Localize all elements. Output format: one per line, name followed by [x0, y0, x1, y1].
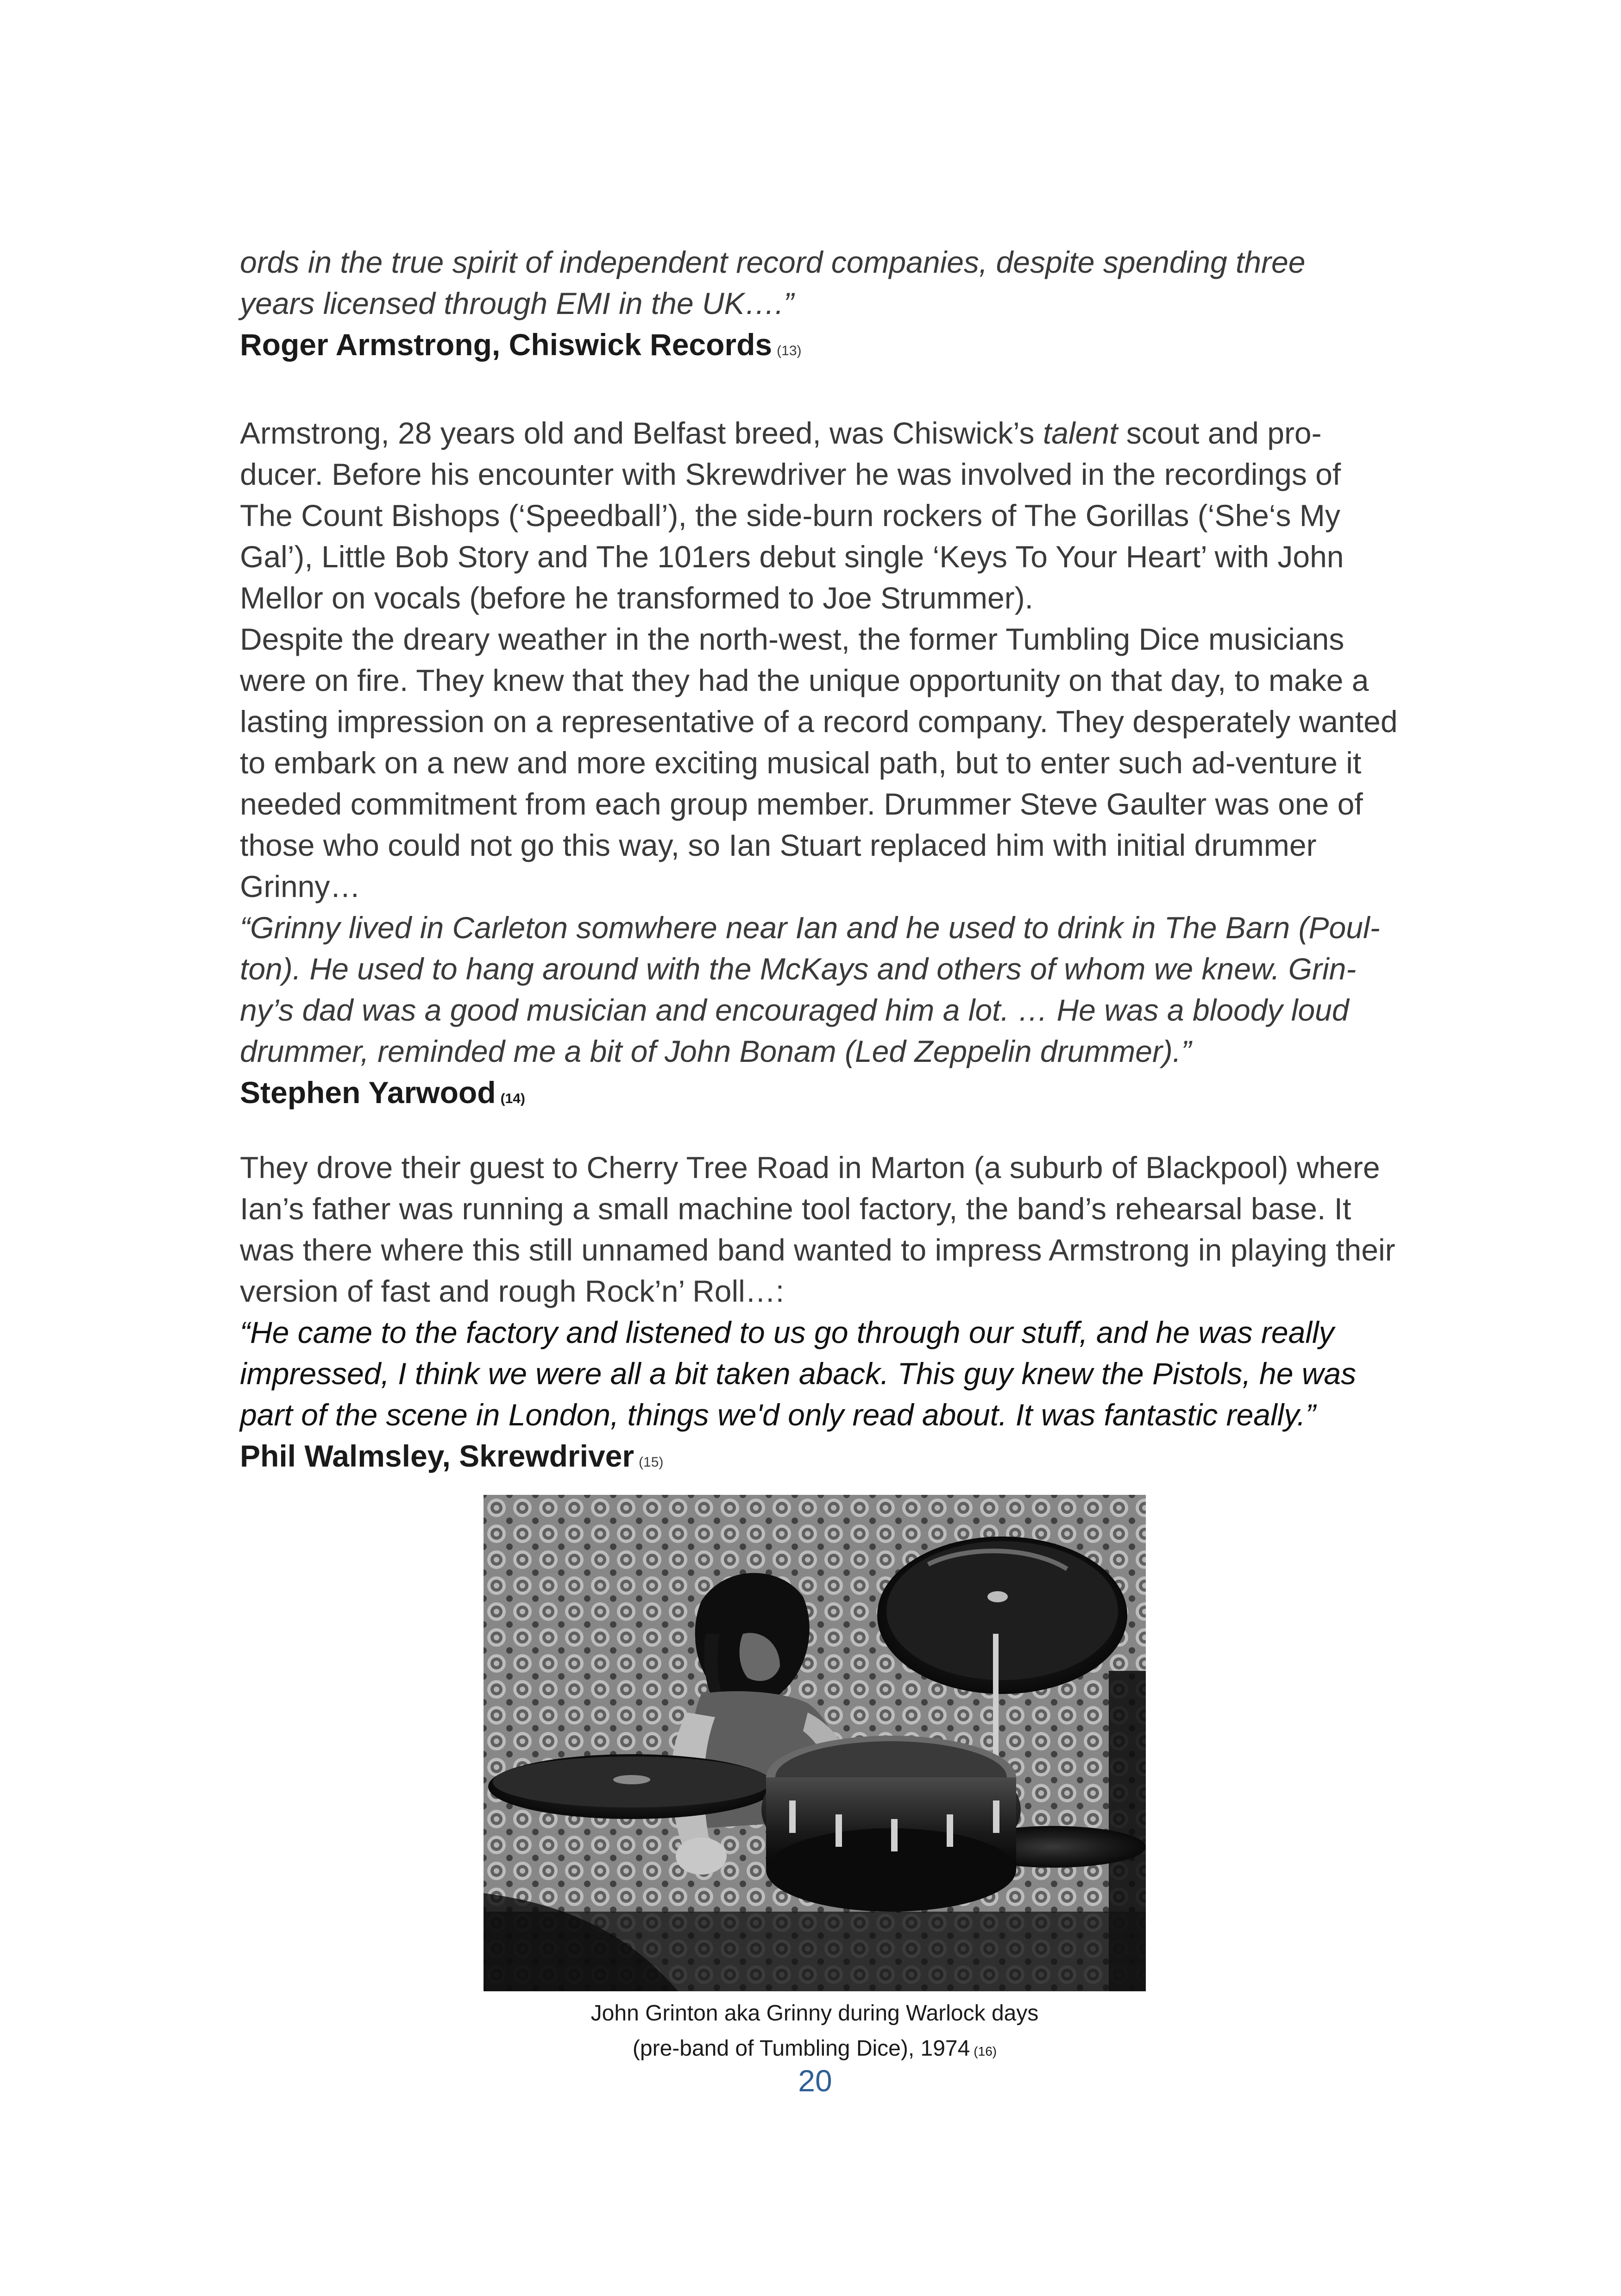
- quote-line: years licensed through EMI in the UK….”: [240, 286, 794, 320]
- body-text: [240, 242, 1398, 1483]
- quote-continuation: [240, 242, 1398, 324]
- page-number: 20: [798, 2064, 832, 2098]
- block-quote: “Grinny lived in Carleton somwhere near Ian and he used to drink in The Barn (Poul-ton). He used to hang around with the McKays and others of whom we knew. Grin-ny’s dad was a good musician and encouraged him a lot. … He was a bloody loud drummer, reminded me a bit of John Bonam (Led Zeppelin drummer).”: [240, 910, 1380, 1068]
- paragraph: Armstrong, 28 years old and Belfast breed, was Chiswick’s talent scout and pro-ducer. Before his encounter with Skrewdriver he was involved in the recordings of The Count Bishops (‘Speedball’), the side-burn rockers of The Gorillas (‘She‘s My Gal’), Little Bob Story and The 101ers debut single ‘Keys To Your Heart’ with John Mellor on vocals (before he transformed to Joe Strummer).: [240, 416, 1344, 615]
- quote-attribution: [240, 1072, 1398, 1119]
- quote-attribution: [240, 324, 1398, 371]
- footnote-ref: (13): [777, 343, 802, 358]
- caption-line: (pre-band of Tumbling Dice), 1974: [632, 2036, 970, 2061]
- footnote-ref: (16): [974, 2044, 997, 2058]
- emphasis: talent: [1043, 416, 1118, 450]
- block-quote: “He came to the factory and listened to us go through our stuff, and he was really impressed, I think we were all a bit taken aback. This guy knew the Pistols, he was part of the scene in London, things we'd only read about. It was fantastic really.”: [240, 1315, 1357, 1432]
- paragraph: Despite the dreary weather in the north-west, the former Tumbling Dice musicians were on fire. They knew that they had the unique opportunity on that day, to make a lasting impression on a representative of a record company. They desperately wanted to embark on a new and more exciting musical path, but to enter such ad-venture it needed commitment from each group member. Drummer Steve Gaulter was one of those who could not go this way, so Ian Stuart replaced him with initial drummer Grinny…: [240, 622, 1398, 903]
- quote-attribution: [240, 1436, 1398, 1483]
- attribution-name: Stephen Yarwood: [240, 1075, 496, 1110]
- footnote-ref: (15): [639, 1455, 664, 1470]
- attribution-name: Phil Walmsley, Skrewdriver: [240, 1439, 635, 1473]
- attribution-name: Roger Armstrong, Chiswick Records: [240, 327, 773, 362]
- caption-line: John Grinton aka Grinny during Warlock days: [591, 2001, 1039, 2026]
- quote-line: ords in the true spirit of independent record companies, despite spending three: [240, 245, 1306, 279]
- drummer-photo: [484, 1495, 1146, 1991]
- footnote-ref: (14): [500, 1091, 525, 1106]
- paragraph: They drove their guest to Cherry Tree Road in Marton (a suburb of Blackpool) where Ian’s father was running a small machine tool factory, the band’s rehearsal base. It was there where this still unnamed band wanted to impress Armstrong in playing their version of fast and rough Rock’n’ Roll…:: [240, 1150, 1395, 1308]
- photo-caption: [484, 1996, 1146, 2069]
